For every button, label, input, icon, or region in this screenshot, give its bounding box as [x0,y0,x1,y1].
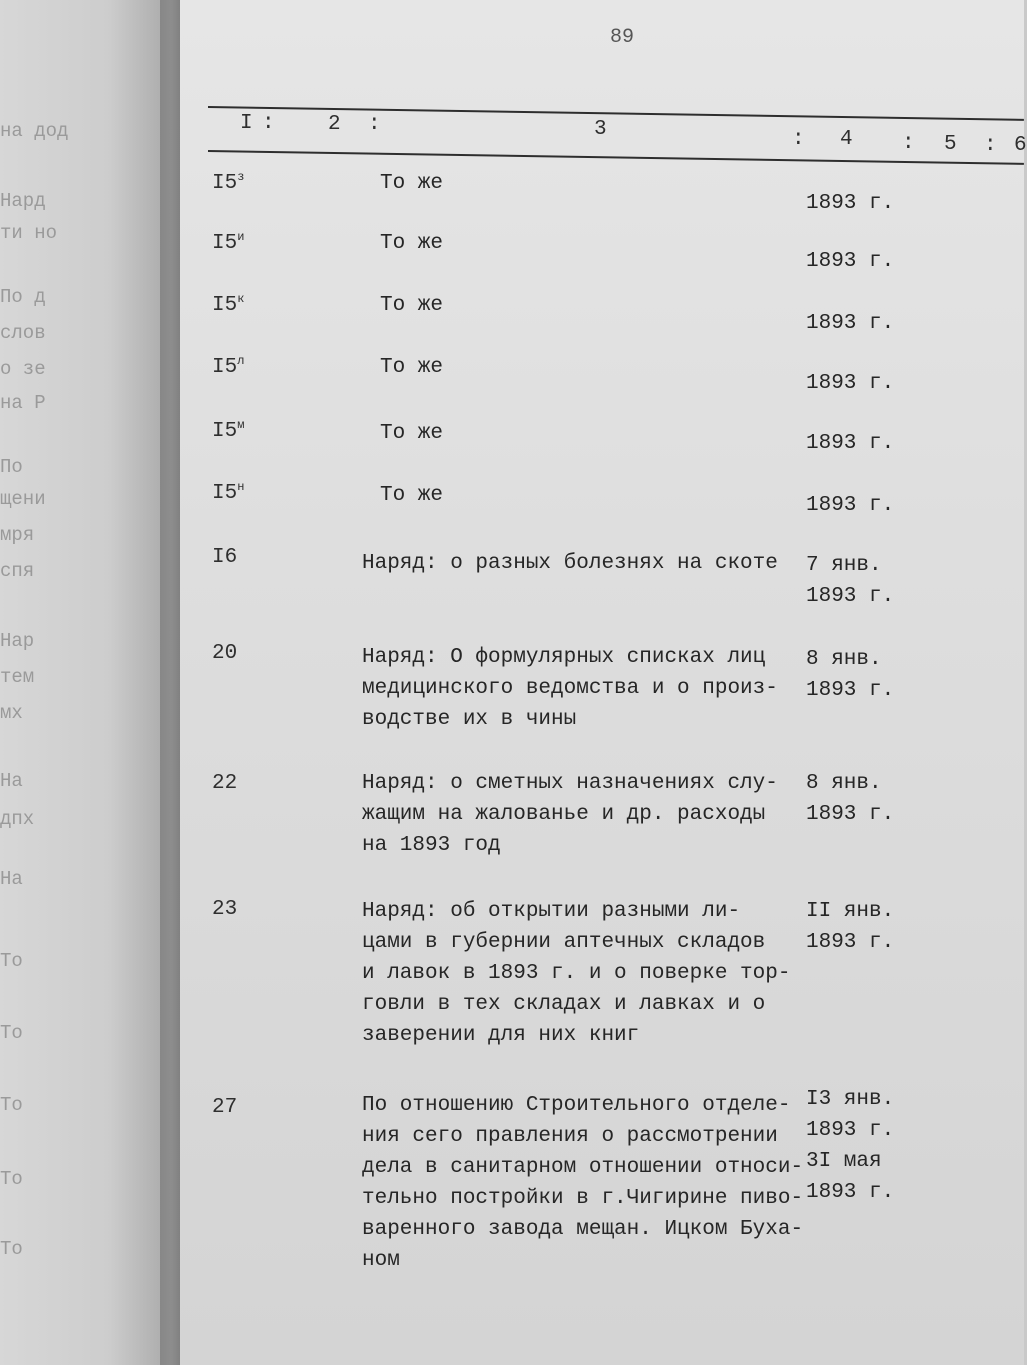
adjacent-page-line: тем [0,666,35,688]
description-line: Наряд: о сметных назначениях слу- [362,772,778,795]
date-line: 1893 г. [806,931,895,954]
adjacent-page-line: Нард [0,190,46,212]
date-line: 1893 г. [806,803,895,826]
adjacent-page-line: мря [0,524,35,546]
date-line: 3I мая [806,1150,882,1173]
adjacent-page-line: мх [0,702,23,724]
description-line: Наряд: об открытии разными ли- [362,900,741,923]
row-number-letter: к [237,292,245,306]
row-number [212,292,244,317]
description-line: То же [380,232,444,255]
description-line: То же [380,294,444,317]
row-date [806,246,894,277]
date-line: II янв. [806,900,895,923]
description-line: медицинского ведомства и о произ- [362,677,778,700]
date-line: 1893 г. [806,250,895,273]
row-description [362,548,802,579]
row-description [380,480,820,511]
adjacent-page-line: щени [0,488,46,510]
description-line: говли в тех складах и лавках и о [362,993,766,1016]
column-header-5: 5 [944,133,957,156]
description-line: варенного завода мещан. Ицком Буха- [362,1218,804,1241]
column-header-3: 3 [594,118,607,141]
row-number-value: I5 [212,172,238,195]
date-line: 1893 г. [806,679,895,702]
row-number-letter: и [237,230,245,244]
adjacent-page-line: То [0,1238,23,1260]
column-header-6: 6 [1014,134,1027,157]
adjacent-page-line: По [0,456,23,478]
adjacent-page-line: спя [0,560,35,582]
row-description [380,352,820,383]
row-number [212,230,244,255]
row-number [212,772,237,795]
row-date [806,644,894,706]
date-line: 1893 г. [806,192,895,215]
row-description [380,168,820,199]
adjacent-page-line: ти но [0,222,58,244]
description-line: и лавок в 1893 г. и о поверке тор- [362,962,791,985]
description-line: водстве их в чины [362,708,577,731]
row-description [362,768,802,861]
row-number-value: I5 [212,420,238,443]
date-line: 1893 г. [806,372,895,395]
row-number-letter: л [237,354,245,368]
row-number-value: 22 [212,772,238,795]
row-number-value: I6 [212,546,238,569]
description-line: По отношению Строительного отделе- [362,1094,791,1117]
adjacent-page-line: На [0,770,23,792]
adjacent-page-line: слов [0,322,46,344]
row-number [212,642,237,665]
date-line: 1893 г. [806,1181,895,1204]
adjacent-page-line: То [0,1022,23,1044]
row-date [806,188,894,219]
row-number-value: I5 [212,482,238,505]
row-number-value: I5 [212,294,238,317]
column-header-separator: : [262,112,275,135]
adjacent-page-line: о зе [0,358,46,380]
row-description [362,1090,802,1276]
row-date [806,308,894,339]
adjacent-page-line: То [0,950,23,972]
row-date [806,368,894,399]
date-line: 1893 г. [806,1119,895,1142]
description-line: Наряд: О формулярных списках лиц [362,646,766,669]
column-header-separator: : [792,128,805,151]
row-date [806,428,894,459]
row-number [212,418,244,443]
adjacent-page-line: на Р [0,392,46,414]
row-number-value: 23 [212,898,238,921]
row-number [212,898,237,921]
row-date [806,1084,894,1208]
description-line: ния сего правления о рассмотрении [362,1125,778,1148]
adjacent-page-line: То [0,1094,23,1116]
adjacent-page-line: На [0,868,23,890]
column-header-separator: : [902,132,915,155]
row-number [212,170,244,195]
description-line: То же [380,172,444,195]
adjacent-page-line: дпх [0,808,35,830]
row-number [212,1096,237,1119]
date-line: 1893 г. [806,585,895,608]
row-description [362,642,802,735]
adjacent-page-line: По д [0,286,46,308]
row-description [380,290,820,321]
row-description [380,418,820,449]
page-number: 89 [610,26,635,49]
adjacent-page-line: То [0,1168,23,1190]
date-line: I3 янв. [806,1088,895,1111]
row-date [806,490,894,521]
adjacent-page-line: Нар [0,630,35,652]
row-number-value: 27 [212,1096,238,1119]
date-line: 1893 г. [806,432,895,455]
column-header-2: 2 [328,113,341,136]
description-line: жащим на жалованье и др. расходы [362,803,766,826]
description-line: тельно постройки в г.Чигирине пиво- [362,1187,804,1210]
column-header-separator: : [368,113,381,136]
row-date [806,550,894,612]
description-line: заверении для них книг [362,1024,640,1047]
column-header-separator: : [984,134,997,157]
row-number [212,480,244,505]
row-date [806,768,894,830]
description-line: То же [380,356,444,379]
adjacent-page-line: на дод [0,120,69,142]
description-line: дела в санитарном отношении относи- [362,1156,804,1179]
row-number-value: I5 [212,232,238,255]
description-line: на 1893 год [362,834,501,857]
row-number [212,546,237,569]
column-header-4: 4 [840,128,853,151]
column-header-1: I [240,112,253,135]
row-number-value: 20 [212,642,238,665]
date-line: 1893 г. [806,312,895,335]
date-line: 7 янв. [806,554,882,577]
row-description [380,228,820,259]
row-number-letter: н [237,480,245,494]
row-number-letter: з [237,170,245,184]
row-date [806,896,894,958]
row-number-value: I5 [212,356,238,379]
row-description [362,896,802,1051]
description-line: цами в губернии аптечных складов [362,931,766,954]
description-line: То же [380,484,444,507]
row-number-letter: м [237,418,245,432]
row-number [212,354,244,379]
description-line: То же [380,422,444,445]
date-line: 8 янв. [806,648,882,671]
description-line: Наряд: о разных болезнях на скоте [362,552,778,575]
date-line: 1893 г. [806,494,895,517]
date-line: 8 янв. [806,772,882,795]
description-line: ном [362,1249,400,1272]
